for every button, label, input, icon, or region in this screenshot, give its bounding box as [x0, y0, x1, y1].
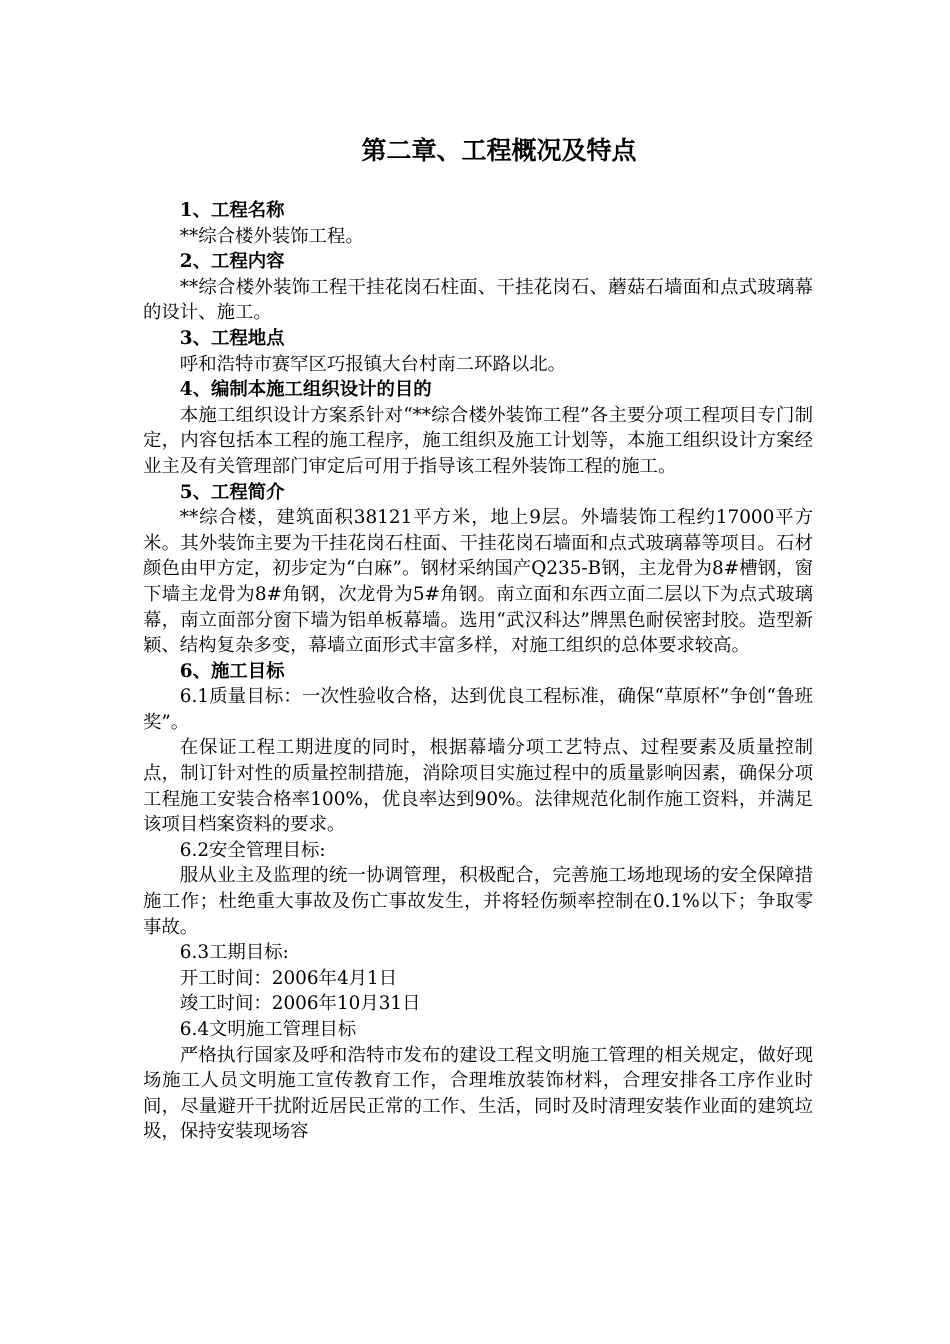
section-text-location: 呼和浩特市赛罕区巧报镇大台村南二环路以北。 [179, 353, 567, 375]
section-text-content: **综合楼外装饰工程干挂花岗石柱面、干挂花岗石、蘑菇石墙面和点式玻璃幕的设计、施工。 [143, 276, 813, 324]
safety-goal-heading: 6.2安全管理目标: [179, 839, 326, 861]
schedule-goal-heading: 6.3工期目标: [179, 942, 289, 964]
section-heading-goals: 6、施工目标 [179, 660, 285, 682]
civilized-goal-heading: 6.4文明施工管理目标 [179, 1019, 357, 1040]
chapter-title: 第二章、工程概况及特点 [361, 136, 637, 165]
section-heading-content: 2、工程内容 [179, 251, 285, 273]
section-heading-name: 1、工程名称 [179, 200, 285, 221]
section-text-purpose: 本施工组织设计方案系针对“**综合楼外装饰工程”各主要分项工程项目专门制定，内容包括本工程的施工程序，施工组织及施工计划等，本施工组织设计方案经业主及有关管理部门审定后可用于指导该工程外装饰工程的施工。 [143, 404, 813, 477]
section-text-overview: **综合楼，建筑面积38121平方米，地上9层。外墙装饰工程约17000平方米。其外装饰主要为干挂花岗石柱面、干挂花岗石墙面和点式玻璃幕等项目。石材颜色由甲方定，初步定为“白麻”。钢材采纳国产Q235-B钢，主龙骨为8#槽钢，窗下墙主龙骨为8#角钢，次龙骨为5#角钢。南立面和东西立面二层以下为点式玻璃幕，南立面部分窗下墙为铝单板幕墙。选用“武汉科达”牌黑色耐侯密封胶。造型新颖、结构复杂多变，幕墙立面形式丰富多样，对施工组织的总体要求较高。 [143, 507, 813, 657]
document-body [143, 198, 813, 1145]
quality-goal-text: 6.1质量目标：一次性验收合格，达到优良工程标准，确保“草原杯”争创“鲁班奖”。 [143, 686, 813, 733]
civilized-goal-text: 严格执行国家及呼和浩特市发布的建设工程文明施工管理的相关规定，做好现场施工人员文明施工宣传教育工作，合理堆放装饰材料，合理安排各工序作业时间，尽量避开干扰附近居民正常的工作、生活，同时及时清理安装作业面的建筑垃圾，保持安装现场容 [143, 1044, 813, 1143]
schedule-end-date: 竣工时间：2006年10月31日 [179, 993, 421, 1015]
section-text-name: **综合楼外装饰工程。 [179, 225, 364, 247]
schedule-start-date: 开工时间：2006年4月1日 [179, 967, 398, 989]
section-heading-overview: 5、工程简介 [179, 481, 285, 503]
quality-measures-text: 在保证工程工期进度的同时，根据幕墙分项工艺特点、过程要素及质量控制点，制订针对性的质量控制措施，消除项目实施过程中的质量影响因素，确保分项工程施工安装合格率100%，优良率达到90%。法律规范化制作施工资料，并满足该项目档案资料的要求。 [143, 737, 813, 836]
section-heading-purpose: 4、编制本施工组织设计的目的 [179, 379, 432, 401]
section-heading-location: 3、工程地点 [179, 327, 285, 349]
safety-goal-text: 服从业主及监理的统一协调管理，积极配合，完善施工场地现场的安全保障措施工作；杜绝重大事故及伤亡事故发生，并将轻伤频率控制在0.1%以下；争取零事故。 [143, 865, 813, 938]
